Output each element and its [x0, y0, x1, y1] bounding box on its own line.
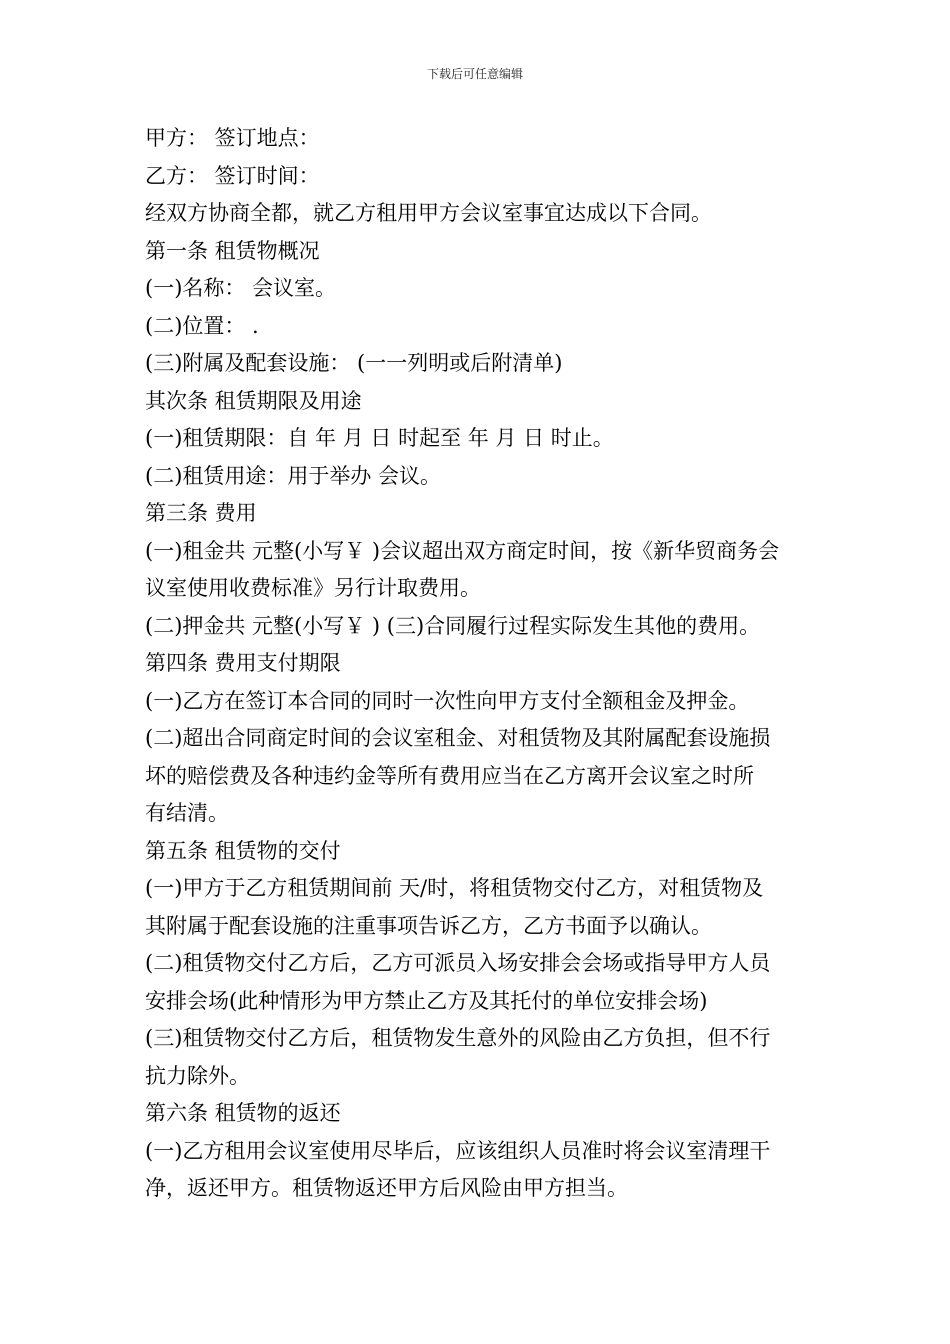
page-header: 下载后可任意编辑 — [426, 67, 523, 81]
article-6-item-1-cont: 净，返还甲方。租赁物返还甲方后风险由甲方担当。 — [145, 1176, 628, 1200]
article-1-item-1: (一)名称： 会议室。 — [145, 276, 337, 300]
document-body — [145, 120, 810, 1208]
article-6-item-1: (一)乙方租用会议室使用尽毕后，应该组织人员准时将会议室清理干 — [145, 1138, 771, 1163]
article-5-item-2-cont: 安排会场(此种情形为甲方禁止乙方及其托付的单位安排会场) — [145, 988, 708, 1013]
article-4-item-2-cont-1: 坏的赔偿费及各种违约金等所有费用应当在乙方离开会议室之时所 — [145, 763, 754, 788]
article-4-item-2-cont-2: 有结清。 — [145, 801, 229, 825]
article-3-item-1: (一)租金共 元整(小写￥ )会议超出双方商定时间，按《新华贸商务会 — [145, 538, 780, 563]
article-2-heading: 其次条 租赁期限及用途 — [145, 388, 362, 413]
party-b-line: 乙方： 签订时间： — [145, 163, 320, 188]
article-4-item-2: (二)超出合同商定时间的会议室租金、对租赁物及其附属配套设施损 — [145, 726, 771, 750]
article-1-heading: 第一条 租赁物概况 — [145, 238, 320, 263]
article-3-heading: 第三条 费用 — [145, 501, 257, 525]
article-2-item-2: (二)租赁用途：用于举办 会议。 — [145, 463, 442, 488]
article-3-item-1-cont: 议室使用收费标准》另行计取费用。 — [145, 576, 481, 600]
article-5-item-3: (三)租赁物交付乙方后，租赁物发生意外的风险由乙方负担，但不行 — [145, 1026, 771, 1050]
article-1-item-2: (二)位置： . — [145, 313, 259, 338]
preamble: 经双方协商全都，就乙方租用甲方会议室事宜达成以下合同。 — [145, 201, 712, 225]
article-3-item-2: (二)押金共 元整(小写￥ ) (三)合同履行过程实际发生其他的费用。 — [145, 613, 761, 638]
article-1-item-3: (三)附属及配套设施： (一一列明或后附清单) — [145, 351, 563, 375]
article-4-heading: 第四条 费用支付期限 — [145, 651, 341, 675]
article-5-heading: 第五条 租赁物的交付 — [145, 838, 341, 863]
article-5-item-3-cont: 抗力除外。 — [145, 1063, 250, 1088]
party-a-line: 甲方： 签订地点： — [145, 126, 320, 150]
article-2-item-1: (一)租赁期限：自 年 月 日 时起至 年 月 日 时止。 — [145, 426, 614, 450]
article-5-item-1-cont: 其附属于配套设施的注重事项告诉乙方，乙方书面予以确认。 — [145, 913, 712, 938]
article-4-item-1: (一)乙方在签订本合同的同时一次性向甲方支付全额租金及押金。 — [145, 688, 750, 713]
article-6-heading: 第六条 租赁物的返还 — [145, 1101, 341, 1125]
article-5-item-2: (二)租赁物交付乙方后，乙方可派员入场安排会会场或指导甲方人员 — [145, 951, 771, 975]
article-5-item-1: (一)甲方于乙方租赁期间前 天/时，将租赁物交付乙方，对租赁物及 — [145, 876, 764, 900]
